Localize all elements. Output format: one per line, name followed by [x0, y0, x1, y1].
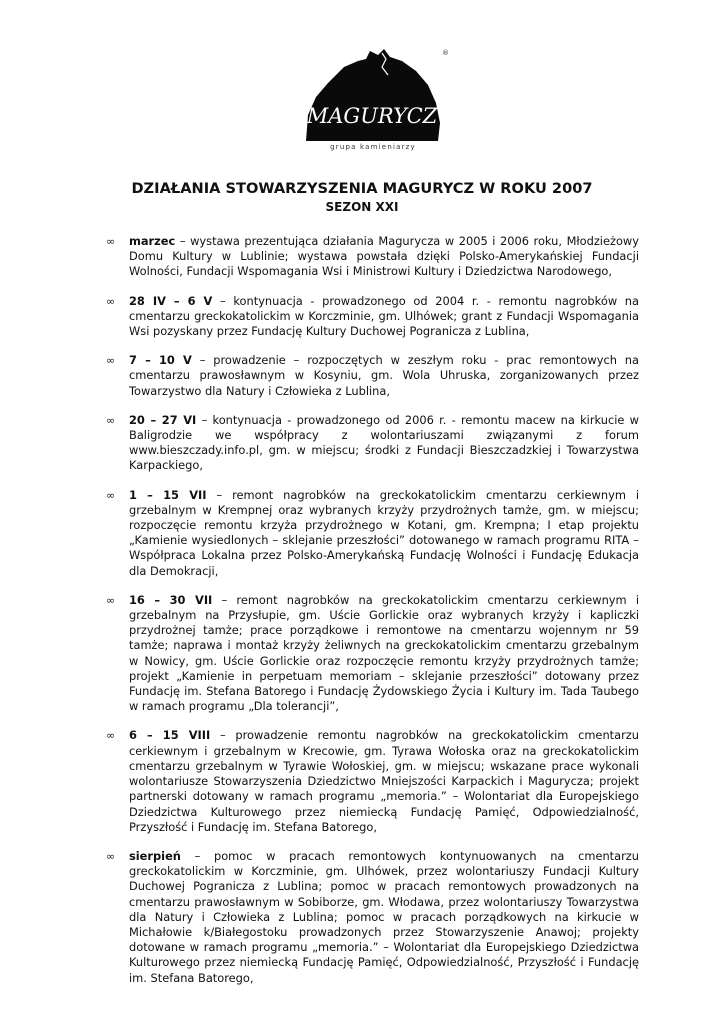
- registered-mark: ®: [442, 49, 449, 57]
- entry-date: 16 – 30 VII: [129, 592, 213, 607]
- entry-text: – pomoc w pracach remontowych kontynuowanych na cmentarzu greckokatolickim w Korczminie, gm. Ulhówek, przez wolontariuszy Fundacji Kultury Duchowej Pogranicza z Lublina; pomoc w pracach remontowych prowadzonych na cmentarzu prawosławnym w Sobiborze, gm. Włodawa, przez wolontariuszy Towarzystwa dla Natury i Człowieka z Lublina; pomoc w pracach porządkowych na kirkucie w Michałowie k/Białegostoku prowadzonych przez Stowarzyszenie Anawoj; projekty dotowane w ramach programu „memoria.” – Wolontariat dla Europejskiego Dziedzictwa Kulturowego przez niemiecką Fundację Pamięć, Odpowiedzialność, Przyszłość i Fundację im. Stefana Batorego,: [129, 848, 639, 985]
- infinity-bullet-icon: ∞: [106, 849, 116, 863]
- entry-text: – remont nagrobków na greckokatolickim cmentarzu cerkiewnym i grzebalnym w Krempnej oraz wybranych krzyży przydrożnych tamże, gm. w miejscu; rozpoczęcie remontu krzyża przydrożnego w Kotani, gm. Krempna; I etap projektu „Kamienie wysiedlonych – sklejanie przeszłości” dotowanego w ramach programu RITA – Współpraca Lokalna przez Polsko-Amerykańską Fundację Wolności i Fundację Edukacja dla Demokracji,: [129, 487, 639, 578]
- entry-date: marzec: [129, 234, 176, 248]
- infinity-bullet-icon: ∞: [106, 354, 116, 368]
- logo-mark: [298, 45, 448, 145]
- entry-text: – kontynuacja - prowadzonego od 2006 r. - remontu macew na kirkucie w Baligrodzie we współpracy z wolontariuszami związanymi z forum www.bieszczady.info.pl, gm. w miejscu; środki z Fundacji Bieszczadzkiej i Towarzystwa Karpackiego,: [129, 412, 639, 473]
- infinity-bullet-icon: ∞: [106, 413, 116, 427]
- infinity-bullet-icon: ∞: [106, 593, 116, 607]
- activity-list: [0, 234, 724, 986]
- infinity-bullet-icon: ∞: [106, 729, 116, 743]
- infinity-bullet-icon: ∞: [106, 488, 116, 502]
- entry-date: sierpień: [129, 848, 181, 863]
- document-subtitle: SEZON XXI: [325, 200, 399, 214]
- list-item: [106, 234, 639, 280]
- entry-date: 1 – 15 VII: [129, 487, 207, 502]
- entry-date: 7 – 10 V: [129, 353, 192, 368]
- list-item: [106, 353, 639, 399]
- document-title: DZIAŁANIA STOWARZYSZENIA MAGURYCZ W ROKU 2007: [131, 180, 593, 197]
- entry-text: – remont nagrobków na greckokatolickim cmentarzu cerkiewnym i grzebalnym na Przysłupie, gm. Uście Gorlickie oraz wybranych krzyży i kapliczki przydrożnej tamże; prace porządkowe i remontowe na cmentarzu wojennym nr 59 tamże; naprawa i montaż krzyży żeliwnych na greckokatolickim cmentarzu grzebalnym w Nowicy, gm. Uście Gorlickie oraz rozpoczęcie remontu krzyży przydrożnych tamże; projekt „Kamienie in perpetuam memoriam – sklejanie przeszłości” dotowany przez Fundację im. Stefana Batorego i Fundację Żydowskiego Życia i Kultury im. Tada Taubego w ramach programu „Dla tolerancji”,: [129, 592, 639, 714]
- entry-text: – wystawa prezentująca działania Magurycza w 2005 i 2006 roku, Młodzieżowy Domu Kultury w Lublinie; wystawa powstała dzięki Polsko-Amerykańskiej Fundacji Wolności, Fundacji Wspomagania Wsi i Ministrowi Kultury i Dziedzictwa Narodowego,: [129, 234, 639, 279]
- entry-date: 6 – 15 VIII: [129, 728, 211, 743]
- entry-date: 28 IV – 6 V: [129, 293, 213, 308]
- document-header: [0, 180, 724, 215]
- list-item: [106, 293, 639, 340]
- list-item: [106, 412, 639, 474]
- logo-tagline: grupa kamieniarzy: [330, 143, 416, 151]
- entry-date: 20 – 27 VI: [129, 412, 197, 427]
- infinity-bullet-icon: ∞: [106, 235, 116, 248]
- entry-text: – prowadzenie remontu nagrobków na greckokatolickim cmentarzu cerkiewnym i grzebalnym w Krecowie, gm. Tyrawa Wołoska oraz na greckokatolickim cmentarzu grzebalnym w Tyrawie Wołoskiej, gm. w miejscu; wskazane prace wykonali wolontariusze Stowarzyszenia Dziedzictwo Mniejszości Karpackich i Magurycza; projekt partnerski dotowany w ramach programu „memoria.” – Wolontariat dla Europejskiego Dziedzictwa Kulturowego przez niemiecką Fundację Pamięć, Odpowiedzialność, Przyszłość i Fundację im. Stefana Batorego,: [129, 728, 639, 834]
- list-item: [106, 728, 639, 834]
- magurycz-logo: [298, 45, 448, 157]
- list-item: [106, 848, 639, 986]
- entry-text: – prowadzenie – rozpoczętych w zeszłym roku - prac remontowych na cmentarzu prawosławnym w Kosyniu, gm. Wola Uhruska, zorganizowanych przez Towarzystwo dla Natury i Człowieka z Lublina,: [129, 353, 639, 398]
- list-item: [106, 487, 639, 579]
- entry-text: – kontynuacja - prowadzonego od 2004 r. - remontu nagrobków na cmentarzu greckokatolickim w Korczminie, gm. Ulhówek; grant z Fundacji Wspomagania Wsi pozyskany przez Fundację Kultury Duchowej Pogranicza z Lublina,: [129, 293, 639, 339]
- infinity-bullet-icon: ∞: [106, 294, 116, 308]
- logo-wordmark: MAGURYCZ: [306, 104, 438, 128]
- list-item: [106, 592, 639, 715]
